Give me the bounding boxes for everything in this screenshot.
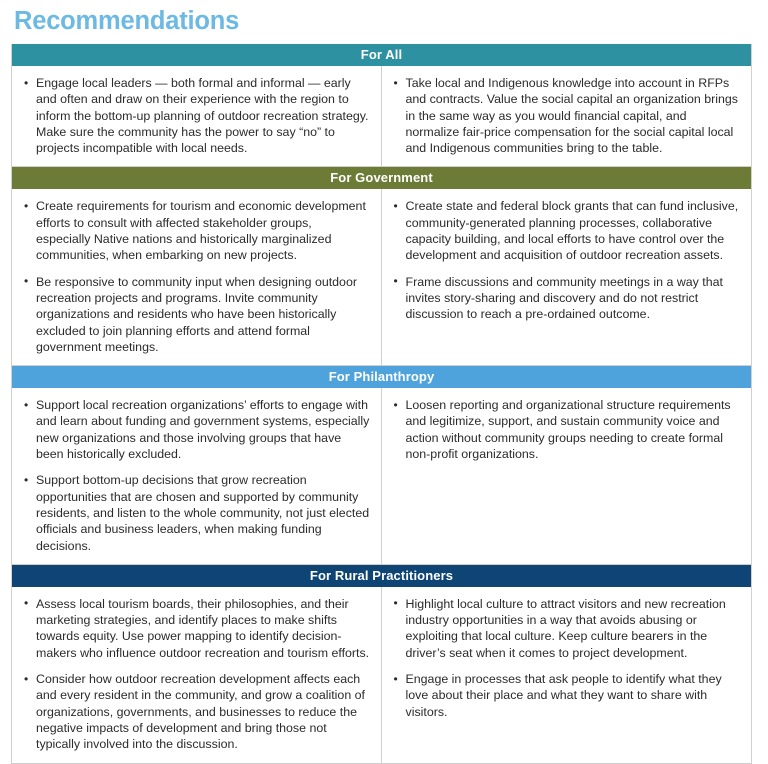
- bullet-list: [393, 75, 741, 156]
- section-for-all-right-column: [382, 66, 752, 166]
- section-for-all-left-column: [12, 66, 382, 166]
- section-header-for-government: For Government: [12, 167, 751, 189]
- section-for-rural-practitioners-left-column: [12, 587, 382, 763]
- bullet-list: [23, 75, 370, 156]
- section-for-philanthropy-right-column: [382, 388, 752, 564]
- section-header-for-all: For All: [12, 44, 751, 66]
- section-body-for-all: [12, 66, 751, 166]
- section-body-for-government: [12, 189, 751, 365]
- list-item: • Take local and Indigenous knowledge into account in RFPs and contracts. Value the social capital an organization brings in the same way as you would financial capital, and normalize fair-price compensation for the social capital local and Indigenous communities bring to the table.: [393, 75, 741, 156]
- list-item: • Highlight local culture to attract visitors and new recreation industry opportunities in a way that avoids abusing or exploiting that local culture. Keep culture bearers in the driver’s seat when it comes to project development.: [393, 596, 741, 661]
- list-item: • Support bottom-up decisions that grow recreation opportunities that are chosen and supported by community residents, and listen to the whole community, not just elected officials and business leaders, when making funding decisions.: [23, 472, 370, 553]
- section-for-all: [11, 44, 752, 167]
- section-for-government-right-column: [382, 189, 752, 365]
- section-for-rural-practitioners-right-column: [382, 587, 752, 763]
- section-for-rural-practitioners: [11, 565, 752, 764]
- list-item: • Consider how outdoor recreation development affects each and every resident in the community, and grow a coalition of organizations, governments, and businesses to reduce the negative impacts of development and bring those not typically involved into the discussion.: [23, 671, 370, 752]
- list-item: • Support local recreation organizations’ efforts to engage with and learn about funding and government systems, especially new organizations and those involving groups that have been historically excluded.: [23, 397, 370, 462]
- list-item: • Frame discussions and community meetings in a way that invites story-sharing and discovery and do not restrict discussion to reach a pre-ordained outcome.: [393, 274, 741, 323]
- bullet-list: [393, 596, 741, 720]
- bullet-list: [23, 397, 370, 554]
- section-for-philanthropy: [11, 366, 752, 565]
- list-item: • Create requirements for tourism and economic development efforts to consult with affected stakeholder groups, especially Native nations and historically marginalized communities, when embarking on new projects.: [23, 198, 370, 263]
- section-for-government-left-column: [12, 189, 382, 365]
- section-header-for-rural-practitioners: For Rural Practitioners: [12, 565, 751, 587]
- list-item: • Assess local tourism boards, their philosophies, and their marketing strategies, and identify places to make shifts towards equity. Use power mapping to identify decision-makers who influence outdoor recreation and tourism efforts.: [23, 596, 370, 661]
- list-item: • Loosen reporting and organizational structure requirements and legitimize, support, and sustain community voice and action without community groups needing to create formal non-profit organizations.: [393, 397, 741, 462]
- section-header-for-philanthropy: For Philanthropy: [12, 366, 751, 388]
- page-title: Recommendations: [14, 7, 240, 35]
- recommendations-table: [11, 44, 752, 764]
- section-body-for-philanthropy: [12, 388, 751, 564]
- bullet-list: [23, 198, 370, 355]
- bullet-list: [393, 397, 741, 462]
- bullet-list: [23, 596, 370, 753]
- list-item: • Create state and federal block grants that can fund inclusive, community-generated planning processes, collaborative capacity building, and local efforts to have control over the development and acquisition of outdoor recreation assets.: [393, 198, 741, 263]
- list-item: • Engage in processes that ask people to identify what they love about their place and what they want to share with visitors.: [393, 671, 741, 720]
- bullet-list: [393, 198, 741, 322]
- list-item: • Engage local leaders — both formal and informal — early and often and draw on their experience with the region to inform the bottom-up planning of outdoor recreation strategy. Make sure the community has the power to say “no” to projects incompatible with local needs.: [23, 75, 370, 156]
- section-body-for-rural-practitioners: [12, 587, 751, 763]
- section-for-philanthropy-left-column: [12, 388, 382, 564]
- section-for-government: [11, 167, 752, 366]
- list-item: • Be responsive to community input when designing outdoor recreation projects and programs. Invite community organizations and residents who have been historically excluded to join planning efforts and attend formal government meetings.: [23, 274, 370, 355]
